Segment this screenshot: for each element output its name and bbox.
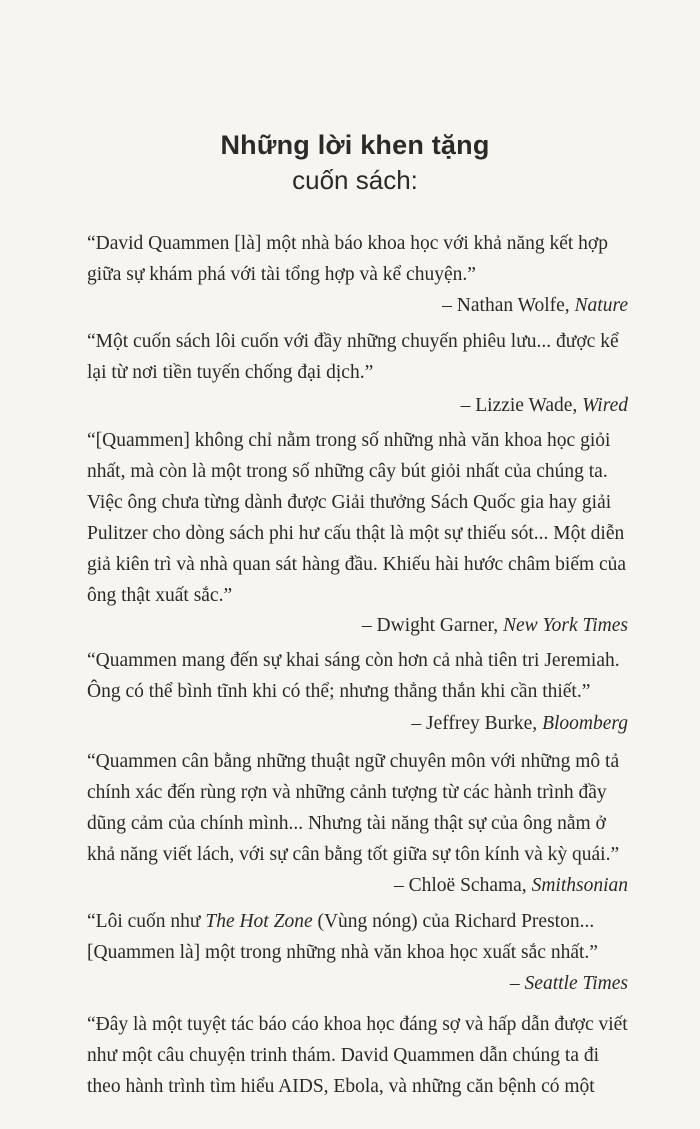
quote-line: Ông có thể bình tĩnh khi có thể; nhưng thẳng thắn khi cần thiết.”	[87, 681, 591, 702]
quote-line: Pulitzer cho dòng sách phi hư cấu thật là một sự thiếu sót... Một diễn	[87, 523, 625, 544]
quote-line: “Quammen mang đến sự khai sáng còn hơn cả nhà tiên tri Jeremiah.	[87, 650, 620, 671]
quote-attribution	[411, 708, 628, 739]
page-heading	[0, 130, 700, 196]
attribution-source: New York Times	[503, 615, 628, 636]
quote-block	[87, 228, 659, 290]
quote-line: Việc ông chưa từng dành được Giải thưởng Sách Quốc gia hay giải	[87, 492, 612, 513]
quote-block	[87, 1009, 659, 1102]
quote-attribution	[394, 870, 628, 901]
quote-line: nhất, mà còn là một trong số những cây bút giỏi nhất của chúng ta.	[87, 461, 608, 482]
attribution-source: Seattle Times	[524, 973, 628, 994]
attribution-source: Wired	[582, 395, 628, 416]
quote-block	[87, 326, 659, 388]
quote-block	[87, 746, 659, 870]
quote-attribution	[442, 290, 628, 321]
quote-line: “Lôi cuốn như The Hot Zone (Vùng nóng) của Richard Preston...	[87, 911, 595, 932]
quote-block	[87, 425, 659, 611]
quote-attribution	[510, 968, 628, 999]
quote-line: giả kiên trì và nhà quan sát hàng đầu. Khiếu hài hước châm biếm của	[87, 554, 627, 575]
quote-line: theo hành trình tìm hiểu AIDS, Ebola, và những căn bệnh có một	[87, 1076, 595, 1097]
quote-line: “Một cuốn sách lôi cuốn với đầy những chuyến phiêu lưu... được kể	[87, 331, 619, 352]
quote-block	[87, 906, 659, 968]
attribution-author: –	[509, 973, 525, 994]
quote-line: [Quammen là] một trong những nhà văn khoa học xuất sắc nhất.”	[87, 942, 598, 963]
page-title: Những lời khen tặng	[220, 130, 490, 160]
quote-attribution	[461, 390, 628, 421]
quote-line: khả năng viết lách, với sự cân bằng tốt giữa sự tôn kính và kỳ quái.”	[87, 844, 620, 865]
page-subtitle: cuốn sách:	[292, 165, 418, 195]
quote-line: giữa sự khám phá với tài tổng hợp và kể chuyện.”	[87, 264, 476, 285]
attribution-source: Nature	[574, 295, 628, 316]
quote-line: chính xác đến rùng rợn và những cảnh tượng từ các hành trình đầy	[87, 782, 607, 803]
quote-line: “Đây là một tuyệt tác báo cáo khoa học đáng sợ và hấp dẫn được viết	[87, 1014, 628, 1035]
attribution-author: – Lizzie Wade,	[460, 395, 583, 416]
quote-line: ông thật xuất sắc.”	[87, 585, 233, 606]
attribution-author: – Nathan Wolfe,	[442, 295, 575, 316]
attribution-author: – Dwight Garner,	[361, 615, 504, 636]
quote-line: dũng cảm của chính mình... Nhưng tài năng thật sự của ông nằm ở	[87, 813, 606, 834]
quote-attribution	[362, 610, 628, 641]
attribution-source: Bloomberg	[542, 713, 628, 734]
quote-line: “[Quammen] không chỉ nằm trong số những nhà văn khoa học giỏi	[87, 430, 611, 451]
attribution-author: – Chloë Schama,	[394, 875, 532, 896]
attribution-author: – Jeffrey Burke,	[411, 713, 543, 734]
quote-line: “David Quammen [là] một nhà báo khoa học với khả năng kết hợp	[87, 233, 608, 254]
attribution-source: Smithsonian	[531, 875, 628, 896]
quote-line: lại từ nơi tiền tuyến chống đại dịch.”	[87, 362, 374, 383]
quote-line: “Quammen cân bằng những thuật ngữ chuyên môn với những mô tả	[87, 751, 620, 772]
quote-block	[87, 645, 659, 707]
quote-line: như một câu chuyện trinh thám. David Quammen dẫn chúng ta đi	[87, 1045, 600, 1066]
